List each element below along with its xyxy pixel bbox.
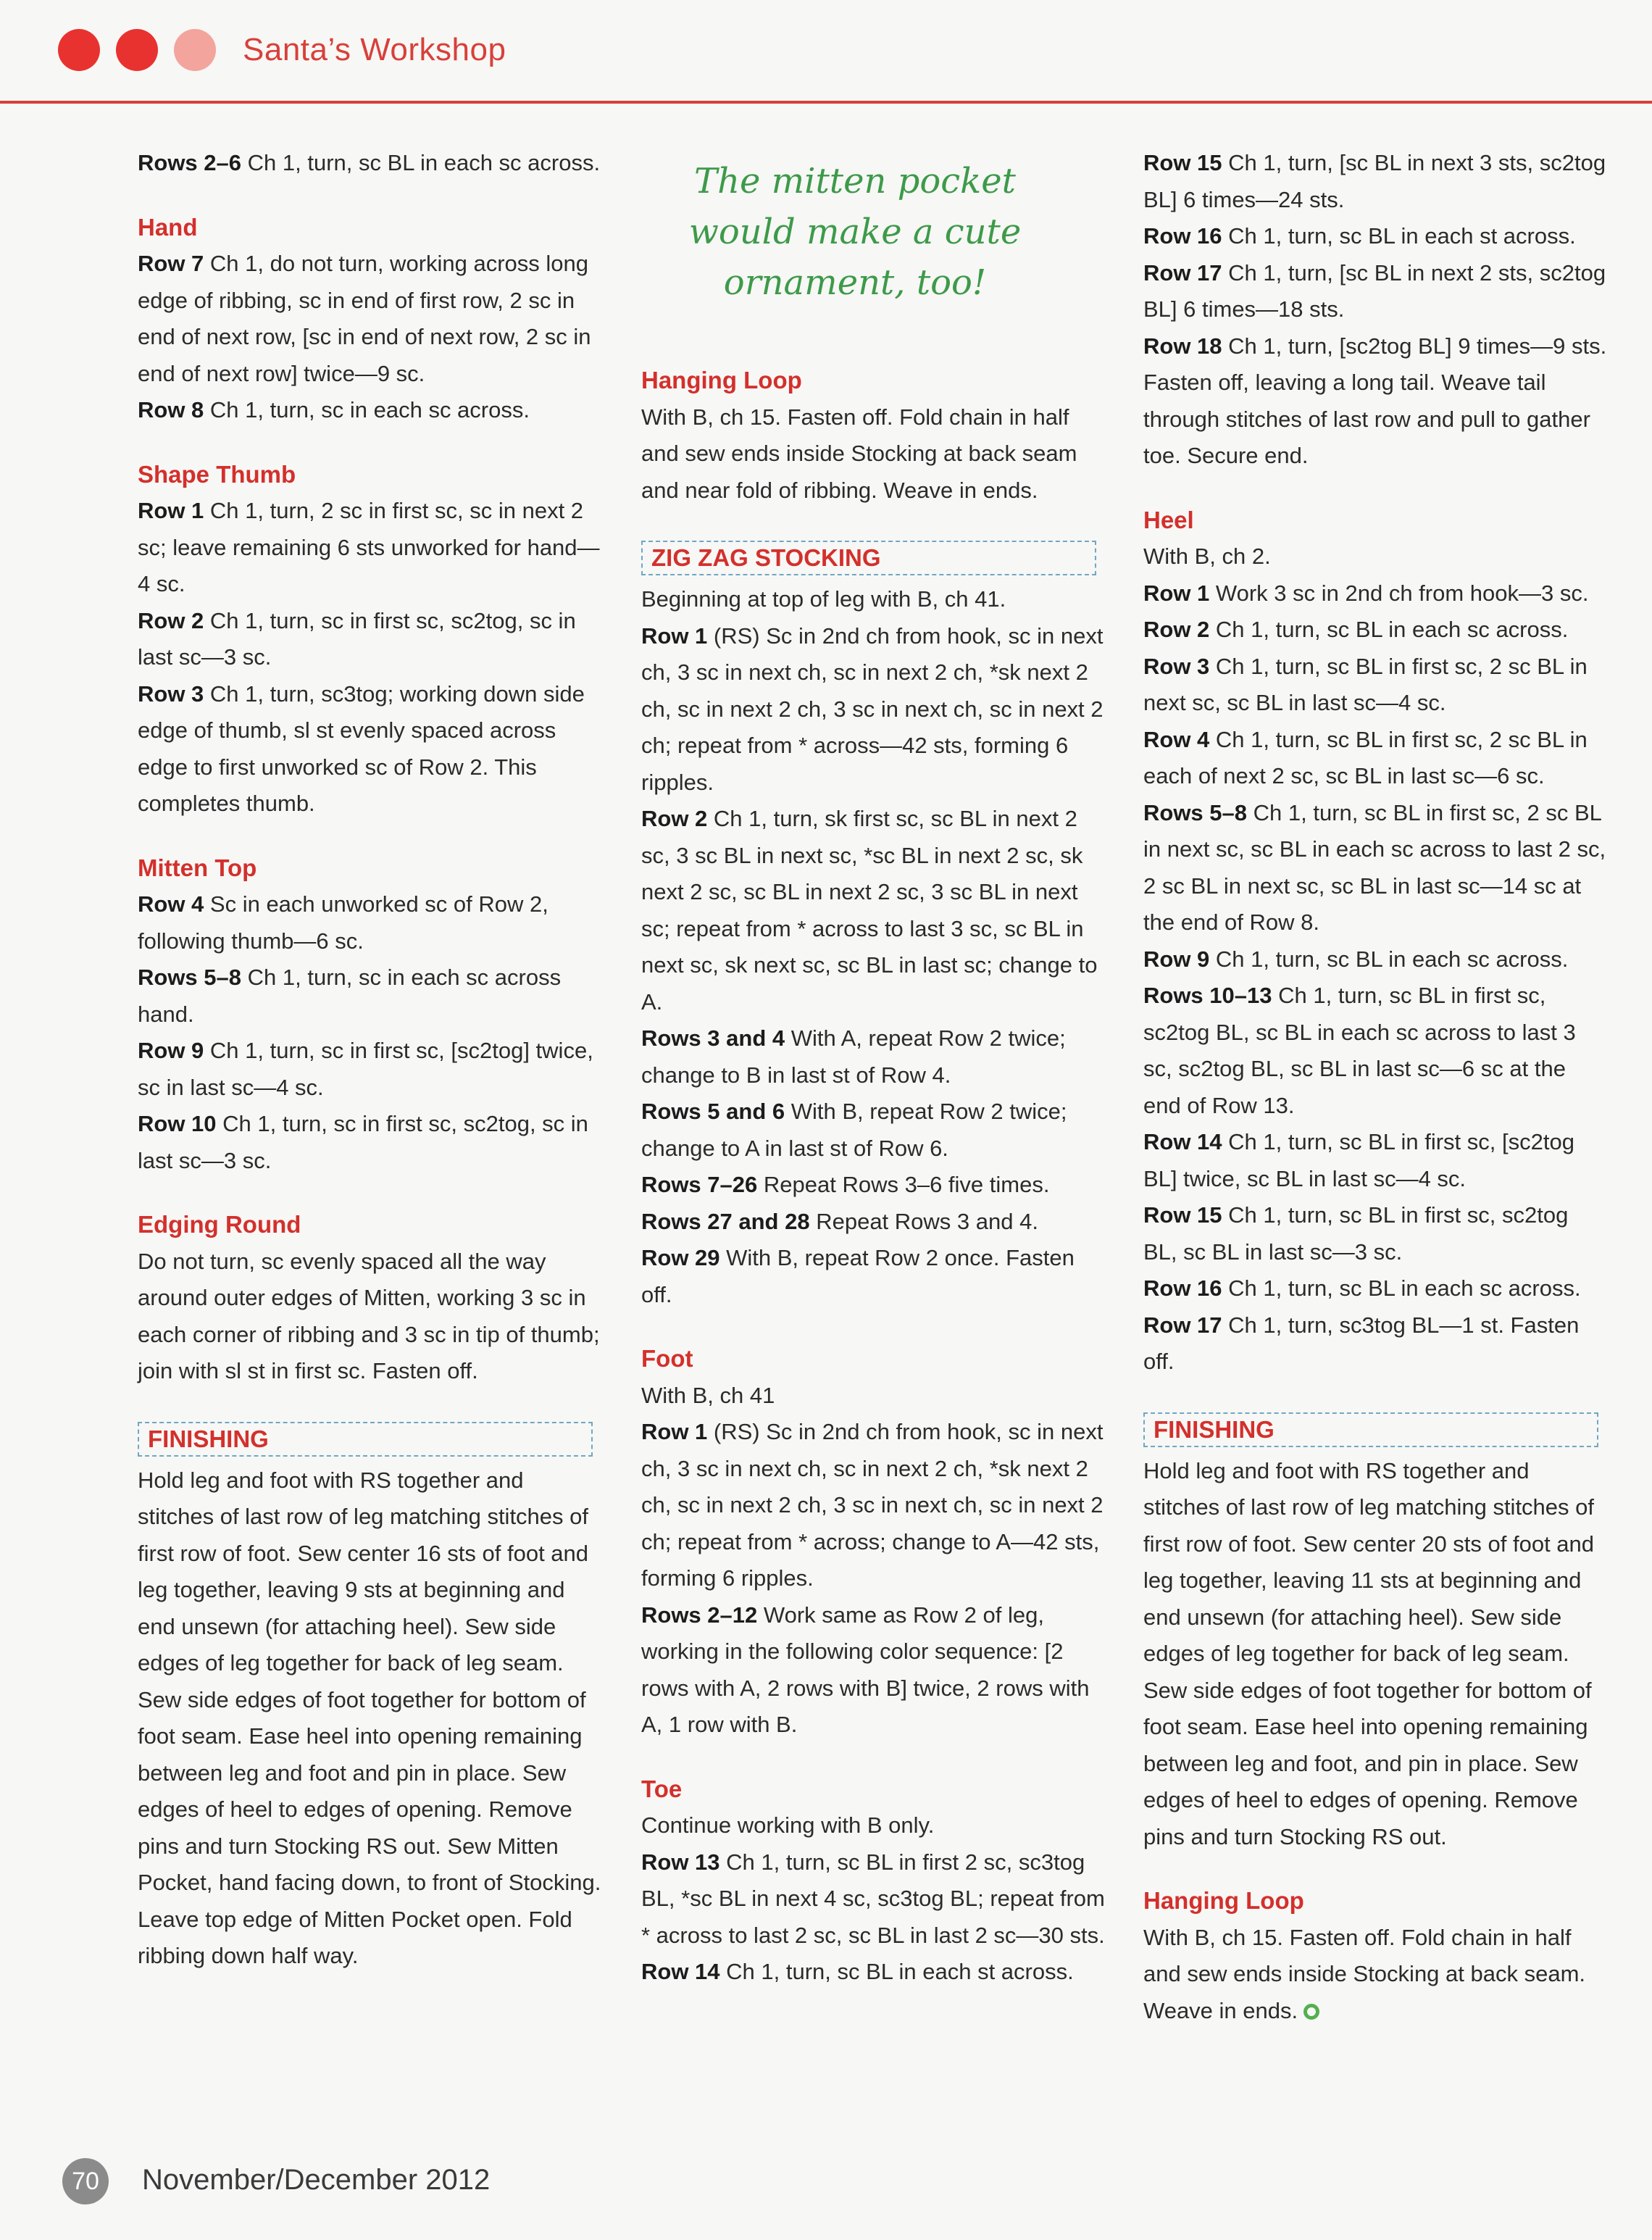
pull-quote-line: would make a cute [688,212,1022,252]
row-label: Row 15 [1143,1202,1222,1228]
row-label: Row 1 [138,498,204,523]
instruction-paragraph [1143,365,1607,475]
instruction-paragraph [1143,1920,1607,2030]
instruction-paragraph [641,618,1105,802]
instruction-paragraph [1143,795,1607,941]
instruction-paragraph [138,1033,601,1106]
instruction-text: Ch 1, turn, sc BL in each sc across. [1222,1275,1581,1301]
instruction-paragraph [641,801,1105,1020]
instruction-text: Continue working with B only. [641,1812,935,1838]
boxed-heading: ZIG ZAG STOCKING [641,541,1096,575]
instruction-paragraph [641,1240,1105,1313]
row-label: Rows 2–12 [641,1602,758,1628]
instruction-paragraph [138,1244,601,1390]
row-label: Row 4 [138,891,204,917]
page-header [0,0,1652,101]
instruction-text: Ch 1, turn, sc BL in first sc, sc2tog BL, sc BL in each sc across to last 3 sc, sc2tog BL, sc BL in last sc—6 sc at the end of Row 13. [1143,983,1576,1118]
instruction-paragraph [641,1807,1105,1844]
instruction-text: With B, ch 15. Fasten off. Fold chain in half and sew ends inside Stocking at back seam. Weave in ends. [1143,1924,1586,2023]
instruction-text: Hold leg and foot with RS together and stitches of last row of leg matching stitches of first row of foot. Sew center 16 sts of foot and leg together, leaving 9 sts at beginning and end unsewn (for attaching heel). Sew side edges of leg together for back of leg seam. Sew side edges of foot together for bottom of foot seam. Ease heel into opening remaining between leg and foot and pin in place. Sew edges of heel to edges of opening. Remove pins and turn Stocking RS out. Sew Mitten Pocket, hand facing down, to front of Stocking. Leave top edge of Mitten Pocket open. Fold ribbing down half way. [138,1467,601,1968]
instruction-paragraph [641,1597,1105,1744]
instruction-paragraph [138,886,601,959]
instruction-paragraph [138,246,601,392]
row-label: Row 29 [641,1245,720,1270]
instruction-paragraph [1143,941,1607,978]
instruction-text: Ch 1, turn, sc BL in each st across. [1222,223,1576,249]
row-label: Rows 10–13 [1143,983,1272,1008]
section-heading: Hanging Loop [641,367,802,394]
instruction-text: With B, ch 41 [641,1382,775,1408]
instruction-paragraph [641,1094,1105,1167]
section-heading: Shape Thumb [138,460,296,488]
pull-quote-line: ornament, too! [723,262,987,303]
section-heading: Hanging Loop [1143,1887,1304,1914]
row-label: Row 1 [641,1419,708,1444]
instruction-text: Ch 1, turn, sc in each sc across. [204,397,530,422]
instruction-text: Ch 1, turn, sc BL in each st across. [719,1959,1074,1984]
row-label: Row 2 [138,607,204,633]
row-label: Row 2 [641,806,708,831]
header-dot-icon [116,29,158,71]
instruction-text: Repeat Rows 3–6 five times. [757,1172,1050,1197]
instruction-text: Ch 1, turn, sc in first sc, sc2tog, sc in last sc—3 sc. [138,1111,588,1173]
instruction-text: Work same as Row 2 of leg, working in the following color sequence: [2 rows with A, 2 rows with B] twice, 2 rows with A, 1 row with B. [641,1602,1090,1737]
row-label: Row 9 [1143,946,1210,972]
row-label: Row 1 [641,623,708,649]
instruction-text: Sc in each unworked sc of Row 2, following thumb—6 sc. [138,891,548,954]
instruction-paragraph [1143,145,1607,218]
instruction-paragraph [138,392,601,429]
instruction-text: Ch 1, turn, sc in first sc, [sc2tog] twice, sc in last sc—4 sc. [138,1038,593,1100]
instruction-paragraph [641,1414,1105,1597]
instruction-text: Work 3 sc in 2nd ch from hook—3 sc. [1209,580,1589,606]
row-label: Row 16 [1143,1275,1222,1301]
row-label: Rows 7–26 [641,1172,758,1197]
instruction-text: Ch 1, turn, [sc BL in next 2 sts, sc2tog BL] 6 times—18 sts. [1143,259,1606,322]
instruction-text: Ch 1, turn, sc BL in each sc across. [241,150,601,175]
header-dot-icon [58,29,100,71]
instruction-text: Ch 1, turn, [sc BL in next 3 sts, sc2tog BL] 6 times—24 sts. [1143,150,1606,212]
instruction-text: Repeat Rows 3 and 4. [809,1208,1038,1234]
row-label: Row 17 [1143,259,1222,286]
row-label: Rows 5–8 [1143,799,1248,825]
section-heading: Heel [1143,506,1194,533]
instruction-paragraph [1143,218,1607,255]
row-label: Row 14 [1143,1129,1222,1154]
row-label: Row 9 [138,1038,204,1063]
instruction-text: With A, repeat Row 2 twice; change to B in last st of Row 4. [641,1025,1066,1088]
column-left [138,145,601,1975]
instruction-text: Ch 1, turn, sc in first sc, sc2tog, sc in last sc—3 sc. [138,607,576,670]
boxed-heading: FINISHING [1143,1412,1598,1447]
instruction-paragraph [641,1204,1105,1241]
column-right [1143,145,1607,2029]
instruction-paragraph [138,603,601,676]
instruction-paragraph [138,1106,601,1179]
end-mark-icon [1303,2004,1319,2020]
row-label: Row 15 [1143,150,1222,175]
row-label: Row 2 [1143,617,1210,642]
instruction-paragraph [641,1954,1105,1991]
instruction-text: Ch 1, turn, sc BL in first sc, [sc2tog BL] twice, sc BL in last sc—4 sc. [1143,1129,1574,1191]
page-number: 70 [62,2158,109,2204]
instruction-text: Ch 1, turn, sc3tog BL—1 st. Fasten off. [1143,1312,1580,1374]
instruction-paragraph [138,959,601,1033]
instruction-paragraph [1143,1270,1607,1307]
instruction-text: Ch 1, turn, sc BL in each sc across. [1209,946,1569,972]
row-label: Row 18 [1143,333,1222,359]
instruction-text: Ch 1, turn, sc BL in first sc, 2 sc BL in next sc, sc BL in last sc—4 sc. [1143,653,1588,715]
row-label: Row 14 [641,1959,720,1984]
row-label: Row 4 [1143,726,1210,752]
section-heading: Foot [641,1345,693,1372]
instruction-paragraph [1143,1124,1607,1197]
instruction-paragraph [1143,649,1607,722]
pull-quote [652,156,1058,308]
instruction-text: Ch 1, turn, [sc2tog BL] 9 times—9 sts. [1222,333,1607,359]
instruction-paragraph [1143,538,1607,575]
instruction-text: Do not turn, sc evenly spaced all the way around outer edges of Mitten, working 3 sc in each corner of ribbing and 3 sc in tip of thumb; join with sl st in first sc. Fasten off. [138,1248,600,1383]
instruction-text: Ch 1, turn, sc in each sc across hand. [138,965,562,1027]
instruction-paragraph [641,1167,1105,1204]
row-label: Row 16 [1143,223,1222,249]
header-rule [0,101,1652,104]
instruction-text: Ch 1, do not turn, working across long edge of ribbing, sc in end of first row, 2 sc in end of next row, [sc in end of next row, 2 sc in end of next row] twice—9 sc. [138,251,591,386]
instruction-text: Ch 1, turn, sc BL in first sc, 2 sc BL in next sc, sc BL in each sc across to last 2 sc, 2 sc BL in next sc, sc BL in last sc—14 sc at the end of Row 8. [1143,799,1606,935]
instruction-text: Ch 1, turn, 2 sc in first sc, sc in next 2 sc; leave remaining 6 sts unworked for hand—4 sc. [138,498,600,596]
instruction-paragraph [138,493,601,603]
instruction-paragraph [641,1020,1105,1094]
instruction-paragraph [641,399,1105,509]
row-label: Rows 27 and 28 [641,1208,810,1234]
issue-date: November/December 2012 [142,2164,491,2196]
row-label: Rows 2–6 [138,150,242,175]
instruction-text: Ch 1, turn, sk first sc, sc BL in next 2 sc, 3 sc BL in next sc, *sc BL in next 2 sc, sk next 2 sc, sc BL in next 2 sc, 3 sc BL in next sc; repeat from * across to last 3 sc, sc BL in next sc, sk next sc, sc BL in last sc; change to A. [641,806,1098,1015]
instruction-paragraph [641,1844,1105,1954]
instruction-text: Ch 1, turn, sc BL in each sc across. [1209,617,1569,642]
pull-quote-line: The mitten pocket [694,161,1016,201]
instruction-paragraph [1143,978,1607,1124]
instruction-text: Fasten off, leaving a long tail. Weave tail through stitches of last row and pull to gather toe. Secure end. [1143,370,1590,468]
instruction-paragraph [641,1378,1105,1415]
row-label: Row 3 [138,680,204,707]
instruction-paragraph [1143,328,1607,365]
instruction-paragraph [138,1462,601,1975]
instruction-paragraph [641,581,1105,618]
section-heading: Toe [641,1775,683,1802]
instruction-text: Ch 1, turn, sc BL in first 2 sc, sc3tog BL, *sc BL in next 4 sc, sc3tog BL; repeat from * across to last 2 sc, sc BL in last 2 sc—30 sts. [641,1849,1105,1948]
boxed-heading: FINISHING [138,1422,593,1457]
instruction-paragraph [1143,255,1607,328]
instruction-text: Ch 1, turn, sc BL in first sc, 2 sc BL in each of next 2 sc, sc BL in last sc—6 sc. [1143,726,1588,788]
instruction-paragraph [1143,1453,1607,1856]
instruction-text: Ch 1, turn, sc3tog; working down side edge of thumb, sl st evenly spaced across edge to first unworked sc of Row 2. This completes thumb. [138,680,585,816]
row-label: Row 13 [641,1849,720,1875]
section-heading: Mitten Top [138,854,257,881]
column-middle [641,362,1105,1991]
instruction-paragraph [138,676,601,823]
row-label: Rows 5 and 6 [641,1099,785,1124]
instruction-text: Beginning at top of leg with B, ch 41. [641,586,1006,612]
instruction-text: With B, repeat Row 2 once. Fasten off. [641,1245,1075,1307]
instruction-text: With B, ch 15. Fasten off. Fold chain in half and sew ends inside Stocking at back seam and near fold of ribbing. Weave in ends. [641,404,1077,503]
section-title: Santa’s Workshop [243,32,506,67]
row-label: Row 8 [138,397,204,422]
instruction-text: (RS) Sc in 2nd ch from hook, sc in next ch, 3 sc in next ch, sc in next 2 ch, *sk next 2 ch, sc in next 2 ch, 3 sc in next ch, sc in next 2 ch; repeat from * across—42 sts, forming 6 ripples. [641,623,1104,795]
row-label: Row 17 [1143,1312,1222,1338]
row-label: Rows 5–8 [138,965,242,990]
instruction-text: Ch 1, turn, sc BL in first sc, sc2tog BL, sc BL in last sc—3 sc. [1143,1202,1569,1265]
row-label: Row 1 [1143,580,1210,606]
row-label: Row 7 [138,251,204,276]
instruction-paragraph [1143,612,1607,649]
row-label: Row 3 [1143,653,1210,679]
section-heading: Hand [138,213,198,241]
instruction-paragraph [1143,1197,1607,1270]
instruction-text: With B, ch 2. [1143,544,1271,569]
instruction-text: Hold leg and foot with RS together and stitches of last row of leg matching stitches of first row of foot. Sew center 20 sts of foot and leg together, leaving 11 sts at beginning and end unsewn (for attaching heel). Sew side edges of leg together for back of leg seam. Sew side edges of foot together for bottom of foot seam. Ease heel into opening remaining between leg and foot, and pin in place. Sew edges of heel to edges of opening. Remove pins and turn Stocking RS out. [1143,1457,1595,1849]
instruction-paragraph [1143,1307,1607,1381]
row-label: Row 10 [138,1111,217,1136]
instruction-paragraph [1143,722,1607,795]
instruction-paragraph [1143,575,1607,612]
header-dot-icon [174,29,216,71]
instruction-paragraph [138,145,601,182]
instruction-text: (RS) Sc in 2nd ch from hook, sc in next ch, 3 sc in next ch, sc in next 2 ch, *sk next 2 ch, sc in next 2 ch, 3 sc in next ch, sc in next 2 ch; repeat from * across; change to A—42 sts, forming 6 ripples. [641,1419,1104,1591]
section-heading: Edging Round [138,1211,301,1238]
row-label: Rows 3 and 4 [641,1025,785,1051]
instruction-text: With B, repeat Row 2 twice; change to A in last st of Row 6. [641,1099,1067,1161]
